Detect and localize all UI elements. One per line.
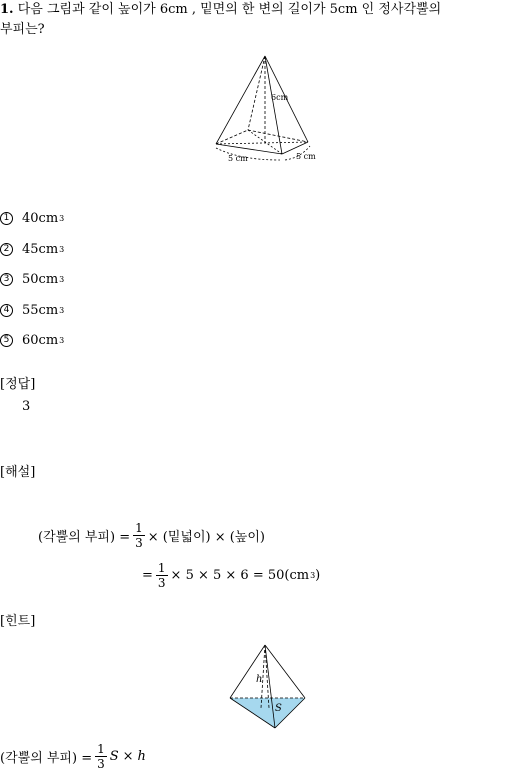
choice-mark-4: 4 bbox=[0, 304, 13, 317]
choice-1[interactable]: 1 40cm 3 bbox=[0, 209, 64, 227]
choice-4[interactable]: 4 55cm 3 bbox=[0, 301, 64, 319]
question-line-1 bbox=[0, 0, 532, 20]
base-label-right: 5 cm bbox=[296, 152, 316, 161]
question-text: 다음 그림과 같이 높이가 6cm , 밑면의 한 변의 길이가 5cm 인 정사각뿔의 bbox=[17, 2, 442, 17]
answer-label: [정답] bbox=[0, 377, 36, 392]
pyramid-figure bbox=[210, 50, 325, 170]
base-label-left: 5 cm bbox=[228, 154, 248, 163]
choice-3[interactable]: 3 50cm 3 bbox=[0, 270, 64, 288]
hint-label: [힌트] bbox=[0, 614, 36, 629]
hint-formula: (각뿔의 부피) = $\frac{1}{3}$ S × h bbox=[0, 742, 146, 771]
solution-line-1: (각뿔의 부피) = $\frac{1}{3}$ × (밑넓이) × (높이) bbox=[38, 521, 265, 550]
fraction-one-third: $\frac{1}{3}$ bbox=[157, 561, 166, 590]
question-line-2: 부피는? bbox=[0, 22, 45, 37]
solution-line-2: = $\frac{1}{3}$ × 5 × 5 × 6 = 50(cm 3 ) bbox=[142, 561, 321, 590]
choice-2[interactable]: 2 45cm 3 bbox=[0, 240, 64, 258]
question-number: 1. bbox=[0, 2, 14, 17]
fraction-one-third: $\frac{1}{3}$ bbox=[97, 742, 105, 771]
answer-value: 3 bbox=[22, 399, 31, 414]
s-label: S bbox=[275, 703, 282, 714]
choice-mark-1: 1 bbox=[0, 212, 13, 225]
fraction-one-third: $\frac{1}{3}$ bbox=[135, 521, 143, 550]
pyramid-hint-figure bbox=[225, 642, 310, 732]
h-label: h bbox=[256, 674, 263, 685]
choice-mark-5: 5 bbox=[0, 334, 13, 347]
choice-mark-3: 3 bbox=[0, 273, 13, 286]
solution-label: [해설] bbox=[0, 465, 36, 480]
choice-mark-2: 2 bbox=[0, 243, 13, 256]
choice-5[interactable]: 5 60cm 3 bbox=[0, 331, 64, 349]
height-label: 6cm bbox=[271, 93, 289, 102]
